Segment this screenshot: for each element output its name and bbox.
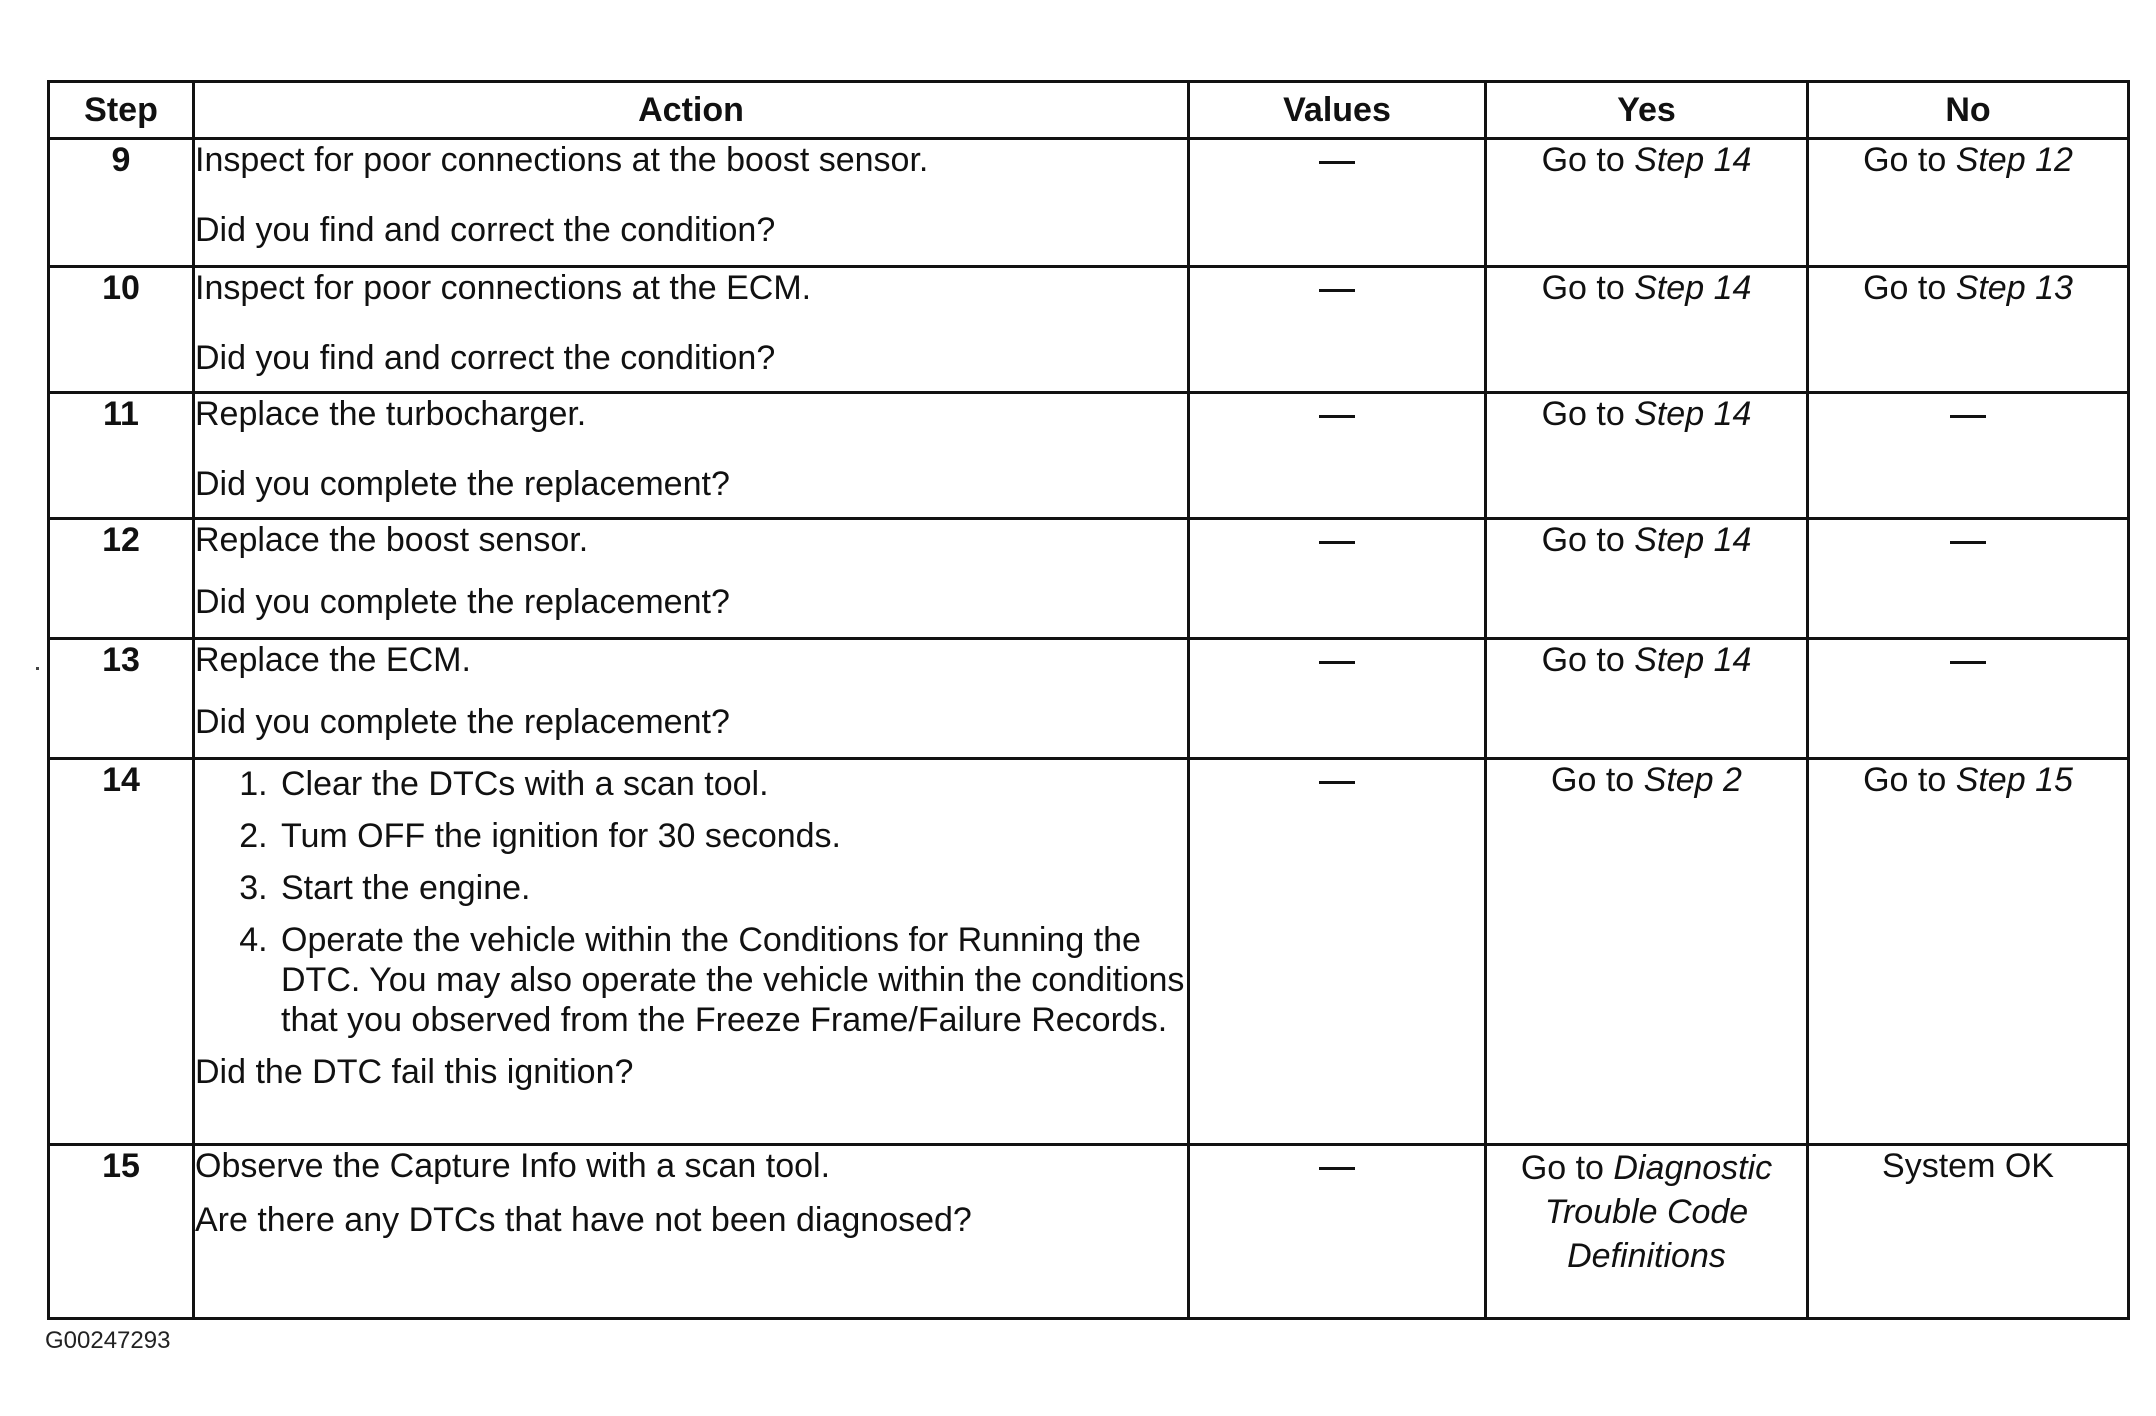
dash-value [1950, 415, 1986, 418]
diagnostic-table [47, 80, 2130, 1320]
action-cell [194, 759, 1189, 1145]
step-reference: Step 14 [1634, 521, 1752, 559]
step-number: 9 [49, 139, 194, 267]
table-row [49, 139, 2129, 267]
no-cell [1808, 393, 2129, 519]
header-yes: Yes [1486, 82, 1808, 139]
step-number: 11 [49, 393, 194, 519]
go-to-prefix: Go to [1863, 141, 1956, 179]
step-reference: Step 14 [1634, 641, 1752, 679]
go-to-prefix: Go to [1541, 269, 1635, 307]
procedure-list [195, 764, 1187, 1040]
values-cell [1189, 639, 1486, 759]
yes-cell [1486, 639, 1808, 759]
go-to-prefix: Go to [1541, 395, 1635, 433]
yes-cell [1486, 1145, 1808, 1319]
no-cell [1808, 519, 2129, 639]
dash-value [1950, 541, 1986, 544]
go-to-prefix: Go to [1541, 141, 1635, 179]
header-action: Action [194, 82, 1189, 139]
no-cell [1808, 639, 2129, 759]
action-cell [194, 1145, 1189, 1319]
action-cell [194, 139, 1189, 267]
action-cell [194, 639, 1189, 759]
figure-id-caption: G00247293 [45, 1327, 171, 1354]
yes-reference-block [1521, 1146, 1772, 1278]
yes-cell [1486, 393, 1808, 519]
no-cell: System OK [1808, 1145, 2129, 1319]
no-cell [1808, 139, 2129, 267]
action-question: Are there any DTCs that have not been diagnosed? [195, 1201, 972, 1239]
action-question: Did you complete the replacement? [195, 465, 730, 503]
action-instruction: Replace the boost sensor. [195, 521, 589, 559]
dash-value [1319, 161, 1355, 164]
action-question: Did you find and correct the condition? [195, 339, 776, 377]
section-reference-line-2: Trouble Code [1544, 1193, 1749, 1231]
step-number: 12 [49, 519, 194, 639]
step-number: 15 [49, 1145, 194, 1319]
go-to-prefix: Go to [1541, 641, 1635, 679]
action-question: Did the DTC fail this ignition? [195, 1053, 634, 1091]
action-instruction: Replace the turbocharger. [195, 395, 587, 433]
values-cell [1189, 267, 1486, 393]
action-question: Did you complete the replacement? [195, 583, 730, 621]
action-cell [194, 519, 1189, 639]
step-reference: Step 14 [1634, 395, 1752, 433]
table-header-row [49, 82, 2129, 139]
dash-value [1319, 1167, 1355, 1170]
table-row [49, 639, 2129, 759]
header-step: Step [49, 82, 194, 139]
go-to-prefix: Go to [1520, 1149, 1614, 1187]
values-cell [1189, 139, 1486, 267]
go-to-prefix: Go to [1863, 269, 1956, 307]
values-cell [1189, 519, 1486, 639]
list-item: 3. Start the engine. [277, 868, 1187, 908]
table-row [49, 267, 2129, 393]
step-reference: Step 14 [1634, 141, 1752, 179]
list-item: 2. Tum OFF the ignition for 30 seconds. [277, 816, 1187, 856]
action-instruction: Replace the ECM. [195, 641, 471, 679]
section-reference-line-1: Diagnostic [1613, 1149, 1773, 1187]
list-item: 1. Clear the DTCs with a scan tool. [277, 764, 1187, 804]
action-question: Did you complete the replacement? [195, 703, 730, 741]
action-instruction: Inspect for poor connections at the ECM. [195, 269, 812, 307]
values-cell [1189, 759, 1486, 1145]
step-number: 10 [49, 267, 194, 393]
yes-cell [1486, 139, 1808, 267]
no-cell [1808, 267, 2129, 393]
values-cell [1189, 1145, 1486, 1319]
scan-speck [36, 667, 39, 670]
no-cell [1808, 759, 2129, 1145]
yes-cell [1486, 519, 1808, 639]
step-number: 13 [49, 639, 194, 759]
go-to-prefix: Go to [1863, 761, 1956, 799]
dash-value [1950, 661, 1986, 664]
values-cell [1189, 393, 1486, 519]
section-reference-line-3: Definitions [1567, 1237, 1726, 1275]
action-cell [194, 267, 1189, 393]
dash-value [1319, 781, 1355, 784]
action-question: Did you find and correct the condition? [195, 211, 776, 249]
dash-value [1319, 415, 1355, 418]
header-no: No [1808, 82, 2129, 139]
dash-value [1319, 289, 1355, 292]
dash-value [1319, 541, 1355, 544]
table-row [49, 1145, 2129, 1319]
go-to-prefix: Go to [1541, 521, 1635, 559]
table-row [49, 759, 2129, 1145]
action-instruction: Observe the Capture Info with a scan tool. [195, 1147, 831, 1185]
go-to-prefix: Go to [1551, 761, 1644, 799]
header-values: Values [1189, 82, 1486, 139]
table-row [49, 519, 2129, 639]
action-instruction: Inspect for poor connections at the boost sensor. [195, 141, 929, 179]
step-reference: Step 2 [1643, 761, 1742, 799]
yes-cell [1486, 267, 1808, 393]
step-reference: Step 14 [1634, 269, 1752, 307]
step-reference: Step 12 [1955, 141, 2073, 179]
step-number: 14 [49, 759, 194, 1145]
yes-cell [1486, 759, 1808, 1145]
step-reference: Step 13 [1955, 269, 2073, 307]
step-reference: Step 15 [1955, 761, 2073, 799]
table-row [49, 393, 2129, 519]
dash-value [1319, 661, 1355, 664]
list-item: 4. Operate the vehicle within the Conditions for Running the DTC. You may also operate the vehicle within the conditions that you observed from the Freeze Frame/Failure Records. [277, 920, 1187, 1040]
action-cell [194, 393, 1189, 519]
